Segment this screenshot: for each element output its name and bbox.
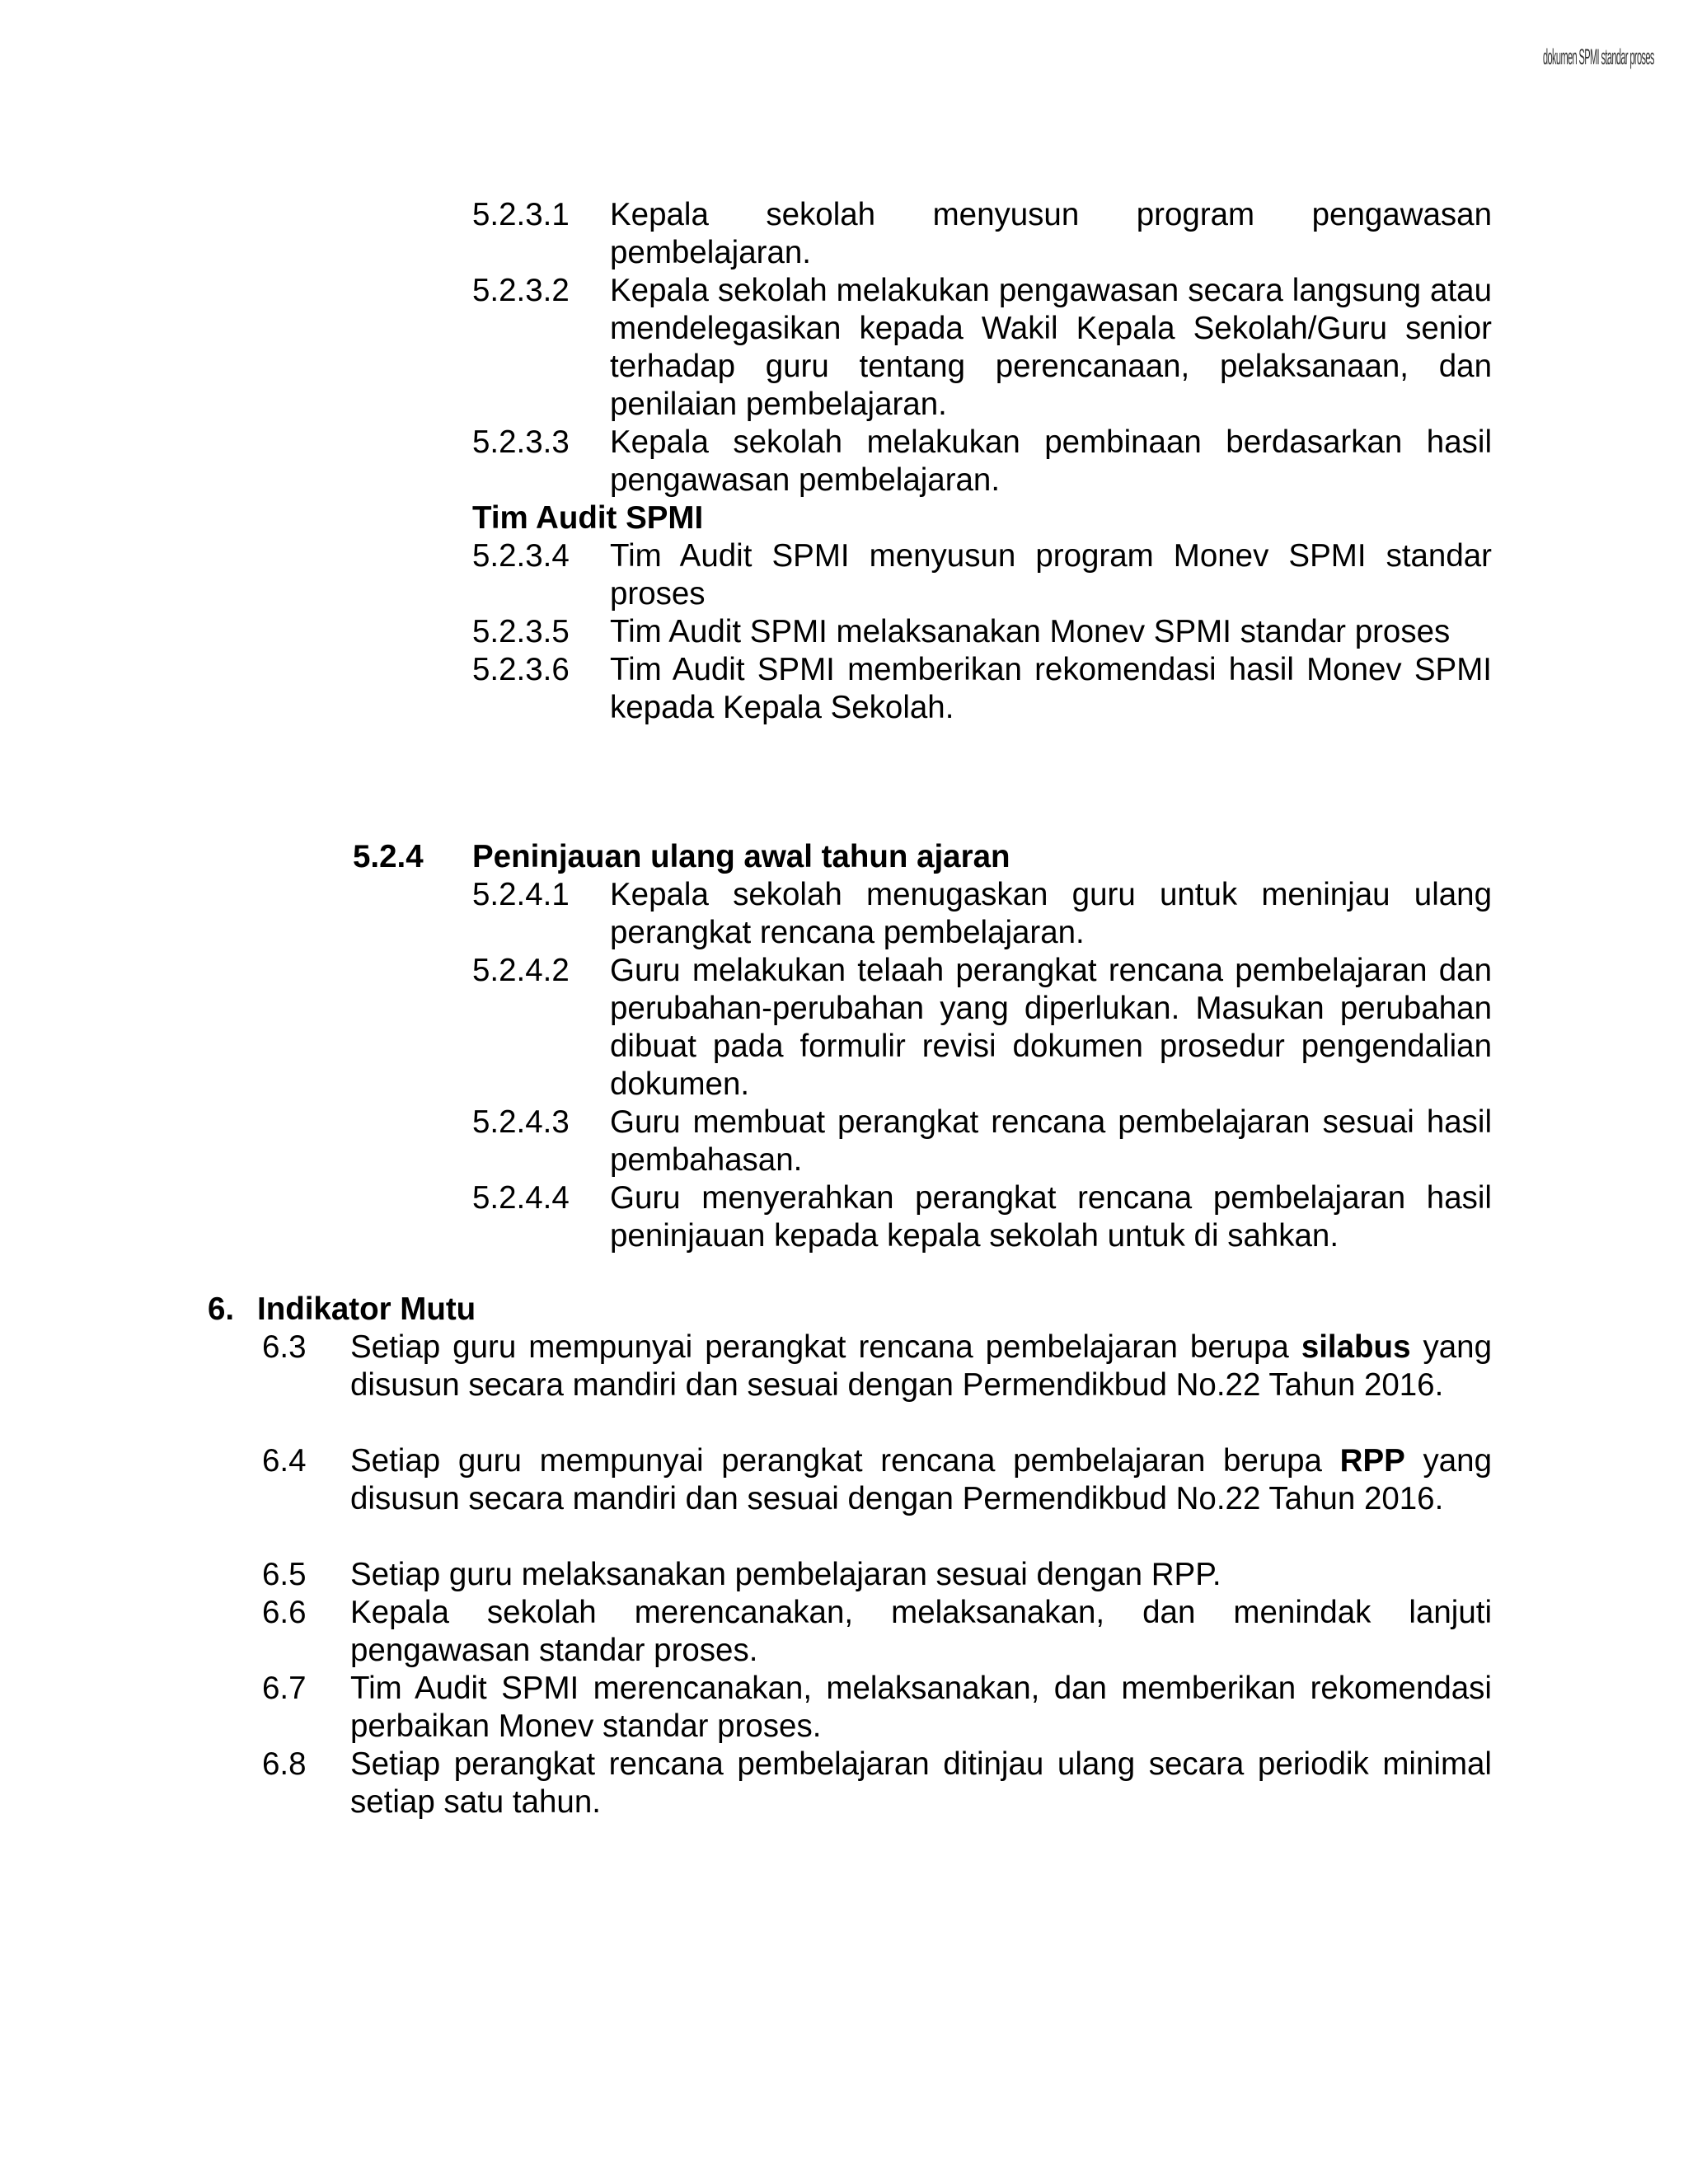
- list-item: [472, 1104, 1492, 1179]
- item-text: Kepala sekolah melakukan pembinaan berdasarkan hasil pengawasan pembelajaran.: [610, 424, 1492, 498]
- item-text: Guru membuat perangkat rencana pembelajaran sesuai hasil pembahasan.: [610, 1104, 1492, 1178]
- item-number: 5.2.3.1: [472, 197, 570, 232]
- list-item: [472, 424, 1492, 499]
- item-text-part: Setiap guru mempunyai perangkat rencana pembelajaran berupa: [350, 1443, 1340, 1479]
- list-item: [262, 1556, 1492, 1594]
- item-text: [350, 1329, 1492, 1404]
- item-text-part: yang disusun secara mandiri dan sesuai dengan Permendikbud No.22 Tahun 2016.: [350, 1443, 1492, 1516]
- item-number: 5.2.4.3: [472, 1104, 570, 1140]
- item-text: Tim Audit SPMI memberikan rekomendasi hasil Monev SPMI kepada Kepala Sekolah.: [610, 652, 1492, 725]
- item-number: 5.2.3.5: [472, 614, 570, 649]
- item-number: 5.2.4.1: [472, 877, 570, 912]
- list-item: [262, 1442, 1492, 1518]
- item-text: Kepala sekolah menugaskan guru untuk meninjau ulang perangkat rencana pembelajaran.: [610, 877, 1492, 950]
- list-item: [472, 537, 1492, 613]
- list-item: [472, 1179, 1492, 1255]
- item-number: 6.3: [262, 1329, 307, 1365]
- section-title: Indikator Mutu: [257, 1291, 476, 1327]
- item-text: Setiap guru melaksanakan pembelajaran sesuai dengan RPP.: [350, 1557, 1221, 1592]
- section-heading-5-2-4: [353, 838, 1010, 876]
- list-item: [262, 1329, 1492, 1404]
- item-number: 5.2.4.2: [472, 953, 570, 988]
- item-text: Tim Audit SPMI melaksanakan Monev SPMI standar proses: [610, 614, 1451, 649]
- item-text: Kepala sekolah melakukan pengawasan secara langsung atau mendelegasikan kepada Wakil Kepala Sekolah/Guru senior terhadap guru tentang perencanaan, pelaksanaan, dan penilaian pembelajaran.: [610, 273, 1492, 422]
- item-number: 6.5: [262, 1557, 307, 1592]
- item-number: 5.2.3.3: [472, 424, 570, 460]
- item-number: 5.2.3.4: [472, 538, 570, 574]
- item-text: Setiap perangkat rencana pembelajaran ditinjau ulang secara periodik minimal setiap satu tahun.: [350, 1746, 1492, 1820]
- item-text: [350, 1442, 1492, 1518]
- section-heading-6: [208, 1291, 476, 1329]
- item-text: Guru menyerahkan perangkat rencana pembelajaran hasil peninjauan kepada kepala sekolah untuk di sahkan.: [610, 1180, 1492, 1254]
- item-text: Kepala sekolah menyusun program pengawasan pembelajaran.: [610, 197, 1492, 270]
- list-item: [262, 1670, 1492, 1746]
- item-number: 6.4: [262, 1443, 307, 1479]
- item-text: Tim Audit SPMI menyusun program Monev SPMI standar proses: [610, 538, 1492, 612]
- list-item: [472, 876, 1492, 952]
- section-number: 6.: [208, 1291, 235, 1327]
- item-text: Guru melakukan telaah perangkat rencana pembelajaran dan perubahan-perubahan yang diperlukan. Masukan perubahan dibuat pada formulir revisi dokumen prosedur pengendalian dokumen.: [610, 953, 1492, 1102]
- item-text-bold: RPP: [1339, 1443, 1405, 1479]
- header-mark: dokumen SPMI standar proses: [1543, 46, 1654, 71]
- list-item: [262, 1594, 1492, 1670]
- item-text-part: Setiap guru mempunyai perangkat rencana pembelajaran berupa: [350, 1329, 1301, 1365]
- item-number: 6.6: [262, 1595, 307, 1630]
- list-item: [472, 613, 1492, 651]
- item-text: Kepala sekolah merencanakan, melaksanakan, dan menindak lanjuti pengawasan standar proses.: [350, 1595, 1492, 1668]
- list-item: [262, 1746, 1492, 1821]
- item-number: 5.2.3.2: [472, 273, 570, 308]
- section-title: Peninjauan ulang awal tahun ajaran: [472, 839, 1010, 874]
- tim-audit-heading: Tim Audit SPMI: [472, 500, 704, 536]
- item-number: 6.8: [262, 1746, 307, 1782]
- list-item: [472, 272, 1492, 424]
- item-text-part: yang disusun secara mandiri dan sesuai dengan Permendikbud No.22 Tahun 2016.: [350, 1329, 1492, 1403]
- item-number: 5.2.4.4: [472, 1180, 570, 1216]
- item-number: 5.2.3.6: [472, 652, 570, 687]
- item-text: Tim Audit SPMI merencanakan, melaksanakan, dan memberikan rekomendasi perbaikan Monev standar proses.: [350, 1671, 1492, 1744]
- item-text-bold: silabus: [1301, 1329, 1411, 1365]
- list-item: [472, 651, 1492, 727]
- list-item: [472, 196, 1492, 272]
- list-item: [472, 952, 1492, 1104]
- item-number: 6.7: [262, 1671, 307, 1706]
- section-number: 5.2.4: [353, 839, 424, 874]
